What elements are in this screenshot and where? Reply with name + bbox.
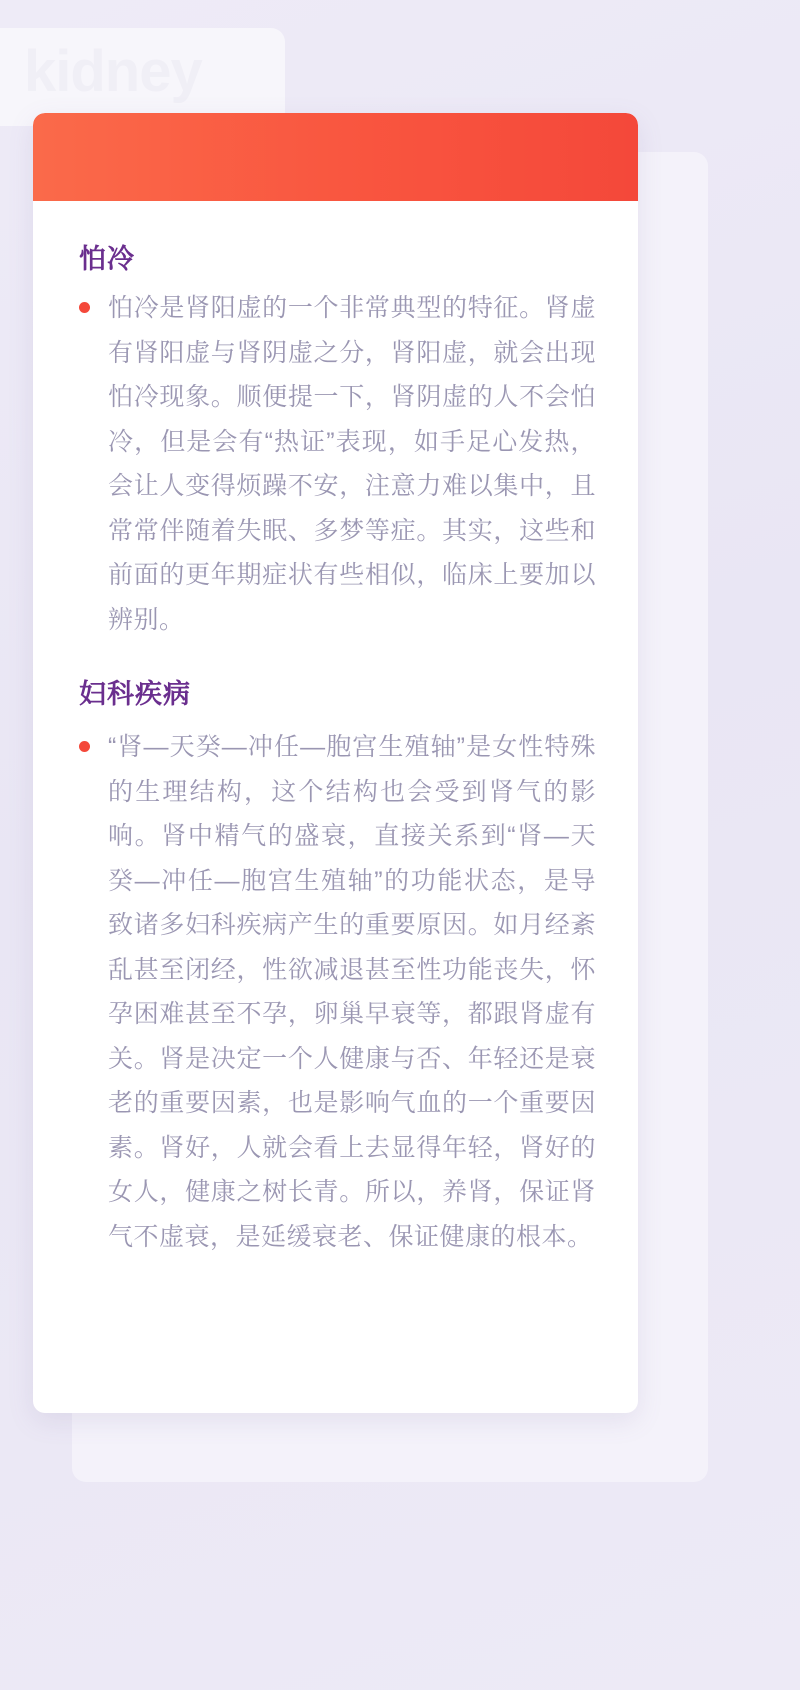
paragraph-cold: 怕冷是肾阳虚的一个非常典型的特征。肾虚有肾阳虚与肾阴虚之分，肾阳虚，就会出现怕冷现象。顺便提一下，肾阴虚的人不会怕冷，但是会有“热证”表现，如手足心发热，会让人变得烦躁不安，注意力难以集中，且常常伴随着失眠、多梦等症。其实，这些和前面的更年期症状有些相似，临床上要加以辨别。 (108, 294, 596, 634)
paragraph-gynecology: “肾—天癸—冲任—胞宫生殖轴”是女性特殊的生理结构，这个结构也会受到肾气的影响。肾中精气的盛衰，直接关系到“肾—天癸—冲任—胞宫生殖轴”的功能状态，是导致诸多妇科疾病产生的重要原因。如月经紊乱甚至闭经，性欲减退甚至性功能丧失，怀孕困难甚至不孕，卵巢早衰等，都跟肾虚有关。肾是决定一个人健康与否、年轻还是衰老的重要因素，也是影响气血的一个重要因素。肾好，人就会看上去显得年轻，肾好的女人，健康之树长青。所以，养肾，保证肾气不虚衰，是延缓衰老、保证健康的根本。 (108, 733, 596, 1251)
bullet-dot-icon (79, 741, 90, 752)
list-item (79, 725, 596, 1259)
list-item (79, 286, 596, 642)
card-body (33, 201, 638, 1289)
section-title-cold: 怕冷 (79, 244, 135, 274)
decorative-chip (0, 28, 285, 126)
card-banner (33, 113, 638, 201)
bullet-dot-icon (79, 302, 90, 313)
content-card (33, 113, 638, 1413)
section-title-gynecology: 妇科疾病 (79, 679, 191, 709)
